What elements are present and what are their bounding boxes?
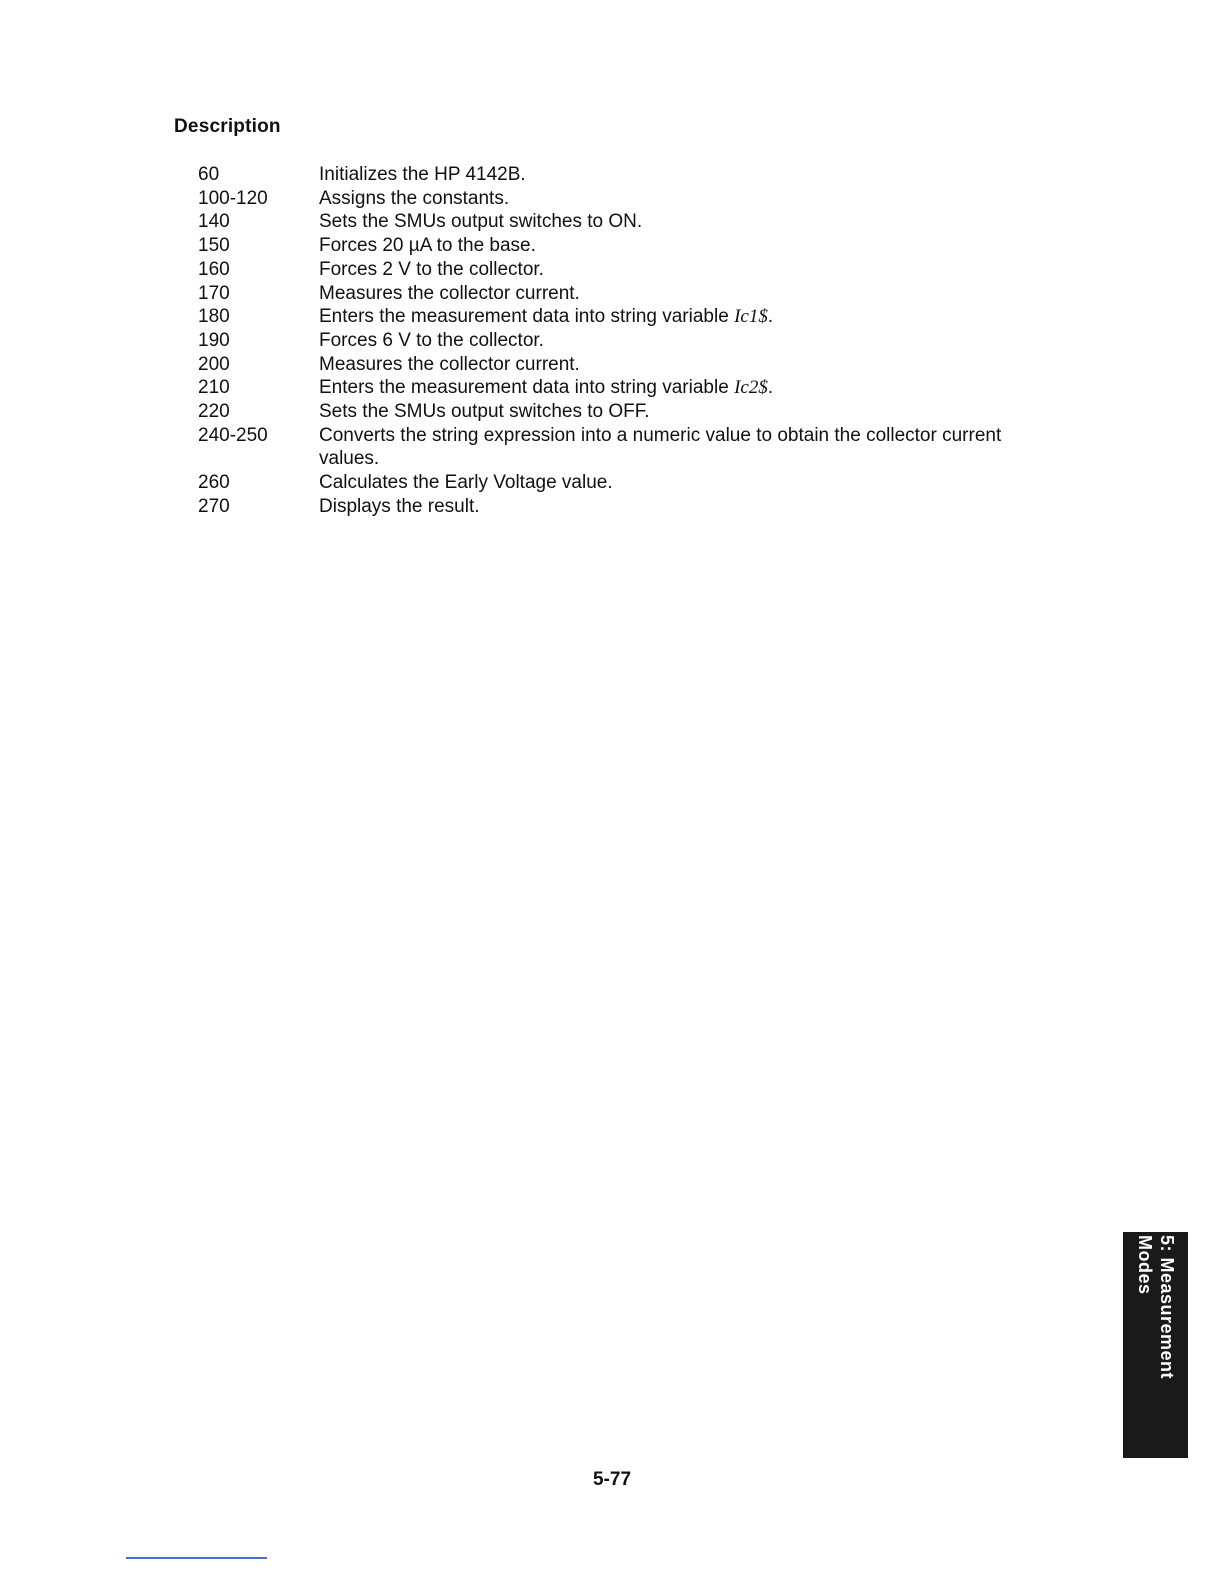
line-number: 60 bbox=[198, 164, 220, 185]
chapter-tab-label bbox=[1134, 1235, 1178, 1455]
line-number: 140 bbox=[198, 211, 230, 233]
line-number: 170 bbox=[198, 282, 230, 304]
page-number: 5-77 bbox=[592, 1469, 632, 1490]
section-heading: Description bbox=[174, 116, 281, 137]
list-item bbox=[198, 282, 1058, 306]
line-number: 210 bbox=[198, 377, 230, 399]
list-item bbox=[198, 210, 1058, 234]
list-item bbox=[198, 163, 1058, 187]
list-item bbox=[198, 353, 1058, 377]
line-number: 200 bbox=[198, 353, 230, 375]
line-number: 190 bbox=[198, 329, 230, 351]
line-description: Assigns the constants. bbox=[319, 187, 510, 209]
chapter-tab-subtitle: Modes bbox=[1134, 1235, 1155, 1295]
line-description-suffix: . bbox=[767, 306, 774, 328]
line-description bbox=[319, 305, 1058, 329]
list-item bbox=[198, 495, 1058, 519]
list-item bbox=[198, 187, 1058, 211]
line-description: Sets the SMUs output switches to OFF. bbox=[319, 401, 650, 423]
line-number: 260 bbox=[198, 472, 230, 494]
description-list bbox=[198, 163, 1058, 519]
line-description: Sets the SMUs output switches to ON. bbox=[319, 211, 643, 233]
line-number: 160 bbox=[198, 258, 230, 280]
footer-rule bbox=[126, 1557, 267, 1559]
string-variable-name: Ic2$ bbox=[734, 377, 768, 399]
list-item bbox=[198, 471, 1058, 495]
line-number: 270 bbox=[198, 495, 230, 517]
line-number: 180 bbox=[198, 306, 230, 328]
line-description: Forces 20 µA to the base. bbox=[319, 235, 536, 257]
line-description: Measures the collector current. bbox=[319, 282, 580, 304]
line-description: Forces 6 V to the collector. bbox=[319, 329, 544, 351]
list-item bbox=[198, 258, 1058, 282]
list-item bbox=[198, 400, 1058, 424]
line-description: Forces 2 V to the collector. bbox=[319, 258, 544, 280]
string-variable-name: Ic1$ bbox=[734, 306, 768, 328]
line-number: 100-120 bbox=[198, 187, 268, 209]
chapter-tab-title: 5: Measurement bbox=[1156, 1235, 1177, 1380]
list-item bbox=[198, 376, 1058, 400]
line-description: Calculates the Early Voltage value. bbox=[319, 472, 613, 494]
line-description: Displays the result. bbox=[319, 495, 480, 517]
line-description bbox=[319, 376, 1058, 400]
chapter-tab bbox=[1123, 1232, 1188, 1458]
line-description: Converts the string expression into a numeric value to obtain the collector current values. bbox=[319, 424, 1002, 470]
line-description-text: Enters the measurement data into string variable bbox=[319, 306, 735, 328]
line-description: Measures the collector current. bbox=[319, 353, 580, 375]
line-description: Initializes the HP 4142B. bbox=[319, 164, 526, 185]
line-description-suffix: . bbox=[767, 377, 774, 399]
line-number: 240-250 bbox=[198, 424, 268, 446]
list-item bbox=[198, 234, 1058, 258]
list-item bbox=[198, 305, 1058, 329]
line-number: 220 bbox=[198, 401, 230, 423]
list-item bbox=[198, 329, 1058, 353]
list-item bbox=[198, 424, 1058, 471]
line-description-text: Enters the measurement data into string variable bbox=[319, 377, 735, 399]
line-number: 150 bbox=[198, 235, 230, 257]
